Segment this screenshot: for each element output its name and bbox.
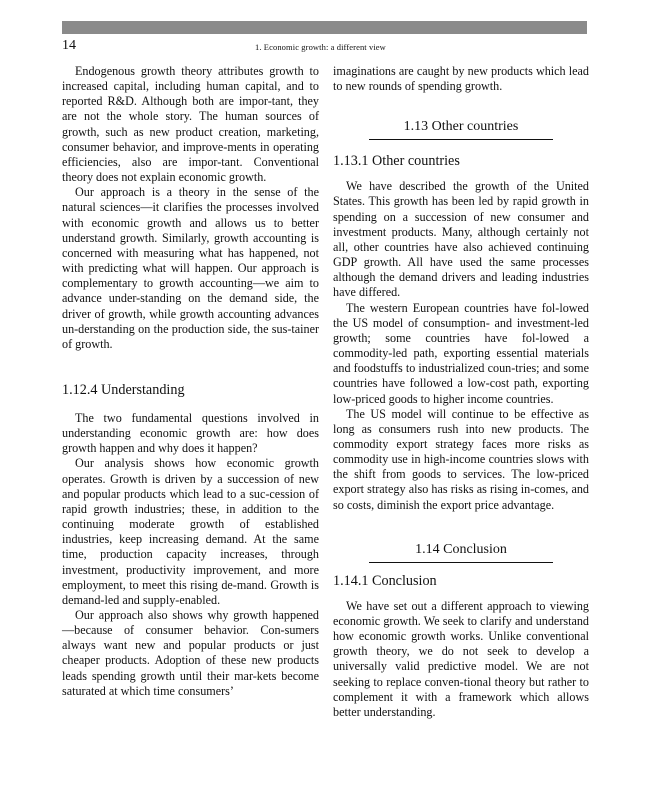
running-title: 1. Economic growth: a different view — [255, 42, 386, 52]
paragraph: imaginations are caught by new products which lead to new rounds of spending growth. — [333, 64, 589, 94]
paragraph: Our approach also shows why growth happened—because of consumer behavior. Con-sumers always want new and popular products or just cheaper products. Adoption of these new products leads spending growth until their mar-kets become saturated at which time consumers’ — [62, 608, 319, 698]
paragraph: Our approach is a theory in the sense of the natural sciences—it clarifies the processes involved with economic growth and allows us to better understand growth. Similarly, growth accounting is concerned with measuring what has happened, not with predicting what will happen. Our approach is complementary to growth accounting—we aim to advance under-standing on the demand side, the driver of growth, while growth accounting advances un-derstanding on the production side, the sus-tainer of growth. — [62, 185, 319, 351]
subsection-heading: 1.12.4 Understanding — [62, 381, 185, 398]
left-column — [62, 64, 319, 699]
paragraph: We have set out a different approach to viewing economic growth. We seek to clarify and understand how economic growth works. Unlike conventional growth theory, we do not seek to develop a universally valid predictive model. We are not seeking to replace conven-tional theory but rather to complement it with a framework which allows better understanding. — [333, 598, 589, 719]
paragraph: Our analysis shows how economic growth operates. Growth is driven by a succession of new and popular products which lead to a suc-cession of rapid growth industries; these, in addition to the continuing moderate growth of established industries, keep increasing demand. At the same time, production capacity increases, through investment, productivity improvement, and more employment, to meet this rising de-mand. Growth is demand-led and supply-enabled. — [62, 456, 319, 607]
paragraph: Endogenous growth theory attributes growth to increased capital, including human capital, and to reported R&D. Although both are impor-tant, they are not the whole story. The human sources of growth, such as new product creation, marketing, consumer behavior, and improve-ments in operating efficiencies, also are impor-tant. Conventional theory does not explain economic growth. — [62, 64, 319, 185]
paragraph: The western European countries have fol-lowed the US model of consumption- and investment-led growth; some countries have fol-lowed a commodity-led path, exporting essential materials and foodstuffs to industrialized coun-tries; and some countries have followed a low-cost path, exporting low-priced goods to higher income countries. — [333, 300, 589, 406]
right-column — [333, 64, 589, 720]
section-heading: 1.13 Other countries — [369, 118, 553, 140]
paragraph: We have described the growth of the United States. This growth has been led by rapid growth in spending on a succession of new consumer and investment products. Many, although certainly not all, other countries have also achieved continuing GDP growth. All have used the same processes although the demand drivers and leading industries have differed. — [333, 179, 589, 300]
page-number: 14 — [62, 38, 76, 53]
subsection-heading: 1.13.1 Other countries — [333, 153, 460, 170]
paragraph: The two fundamental questions involved in understanding economic growth are: how does growth happen and why does it happen? — [62, 410, 319, 456]
header-bar — [62, 21, 587, 34]
paragraph: The US model will continue to be effective as long as consumers rush into new products. The commodity export strategy faces more risks as commodity use in high-income countries slows with the shift from goods to services. The low-priced export strategy also has risks as rising in-comes, and so costs, diminish the export price advantage. — [333, 406, 589, 512]
subsection-heading: 1.14.1 Conclusion — [333, 572, 437, 589]
section-heading: 1.14 Conclusion — [369, 541, 553, 563]
